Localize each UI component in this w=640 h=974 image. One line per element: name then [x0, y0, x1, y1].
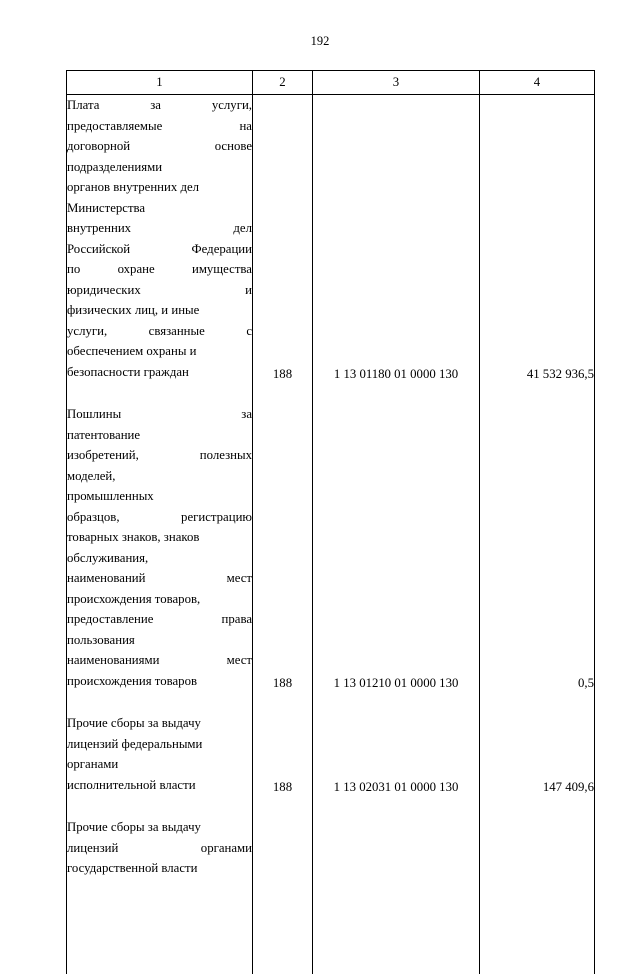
- desc-line: моделей,: [67, 468, 116, 483]
- spacer-cell: [67, 691, 253, 713]
- desc-line: промышленных: [67, 489, 154, 503]
- desc-line: товарных знаков, знаков: [67, 530, 200, 544]
- desc-line: образцов, регистрацию: [67, 509, 252, 524]
- desc-line: патентование: [67, 427, 141, 442]
- desc-line: по охране имущества: [67, 262, 252, 276]
- desc-line: Прочие сборы за выдачу: [67, 716, 201, 730]
- desc-line: услуги, связанные с: [67, 323, 252, 338]
- table-row: [67, 713, 595, 795]
- spacer-cell: [67, 795, 253, 817]
- spacer-cell: [313, 795, 480, 817]
- row-bottom-filler: [67, 879, 595, 974]
- spacer-cell: [480, 795, 595, 817]
- row-description: [67, 713, 253, 795]
- filler-cell: [67, 879, 253, 974]
- desc-line: Министерства: [67, 200, 146, 215]
- filler-cell: [253, 879, 313, 974]
- table-row: [67, 817, 595, 879]
- table-row: [67, 95, 595, 383]
- desc-line: наименованиями мест: [67, 653, 252, 667]
- row-income-code: [313, 817, 480, 879]
- spacer-cell: [480, 691, 595, 713]
- filler-cell: [313, 879, 480, 974]
- row-description: [67, 817, 253, 879]
- desc-line: предоставляемые на: [67, 118, 252, 133]
- row-income-code: 1 13 01210 01 0000 130: [313, 404, 480, 691]
- desc-line: безопасности граждан: [67, 364, 189, 379]
- desc-line: лицензий органами: [67, 840, 252, 855]
- column-header-2: 2: [253, 71, 313, 95]
- spacer-cell: [253, 795, 313, 817]
- row-income-code: 1 13 02031 01 0000 130: [313, 713, 480, 795]
- filler-cell: [480, 879, 595, 974]
- spacer-cell: [313, 382, 480, 404]
- desc-line: происхождения товаров: [67, 673, 198, 688]
- budget-revenue-table: [66, 70, 595, 974]
- column-header-1: 1: [67, 71, 253, 95]
- desc-line: органами: [67, 757, 119, 771]
- desc-line: обеспечением охраны и: [67, 344, 197, 358]
- desc-line: органов внутренних дел: [67, 180, 200, 194]
- row-spacer: [67, 382, 595, 404]
- spacer-cell: [67, 382, 253, 404]
- desc-line: государственной власти: [67, 861, 198, 875]
- row-amount: [480, 817, 595, 879]
- table-row: [67, 404, 595, 691]
- desc-line: Пошлины за: [67, 407, 252, 421]
- column-header-4: 4: [480, 71, 595, 95]
- spacer-cell: [313, 691, 480, 713]
- row-admin-code: 188: [253, 404, 313, 691]
- row-admin-code: 188: [253, 713, 313, 795]
- desc-line: Плата за услуги,: [67, 98, 252, 112]
- row-description: [67, 95, 253, 383]
- spacer-cell: [480, 382, 595, 404]
- row-income-code: 1 13 01180 01 0000 130: [313, 95, 480, 383]
- spacer-cell: [253, 691, 313, 713]
- desc-line: лицензий федеральными: [67, 736, 203, 751]
- desc-line: предоставление права: [67, 612, 252, 626]
- row-spacer: [67, 691, 595, 713]
- desc-line: подразделениями: [67, 159, 163, 174]
- desc-line: обслуживания,: [67, 550, 149, 565]
- row-admin-code: [253, 817, 313, 879]
- row-admin-code: 188: [253, 95, 313, 383]
- row-amount: 0,5: [480, 404, 595, 691]
- desc-line: договорной основе: [67, 139, 252, 153]
- column-header-3: 3: [313, 71, 480, 95]
- row-amount: 41 532 936,5: [480, 95, 595, 383]
- desc-line: внутренних дел: [67, 221, 252, 235]
- desc-line: исполнительной власти: [67, 777, 196, 792]
- row-spacer: [67, 795, 595, 817]
- desc-line: происхождения товаров,: [67, 591, 201, 606]
- row-amount: 147 409,6: [480, 713, 595, 795]
- spacer-cell: [253, 382, 313, 404]
- desc-line: изобретений, полезных: [67, 448, 252, 462]
- row-description: [67, 404, 253, 691]
- desc-line: пользования: [67, 632, 135, 647]
- table-header-row: [67, 71, 595, 95]
- desc-line: наименований мест: [67, 571, 252, 585]
- desc-line: Прочие сборы за выдачу: [67, 820, 201, 834]
- desc-line: юридических и: [67, 282, 252, 297]
- desc-line: Российской Федерации: [67, 241, 252, 256]
- desc-line: физических лиц, и иные: [67, 303, 200, 317]
- page-number: 192: [310, 34, 330, 48]
